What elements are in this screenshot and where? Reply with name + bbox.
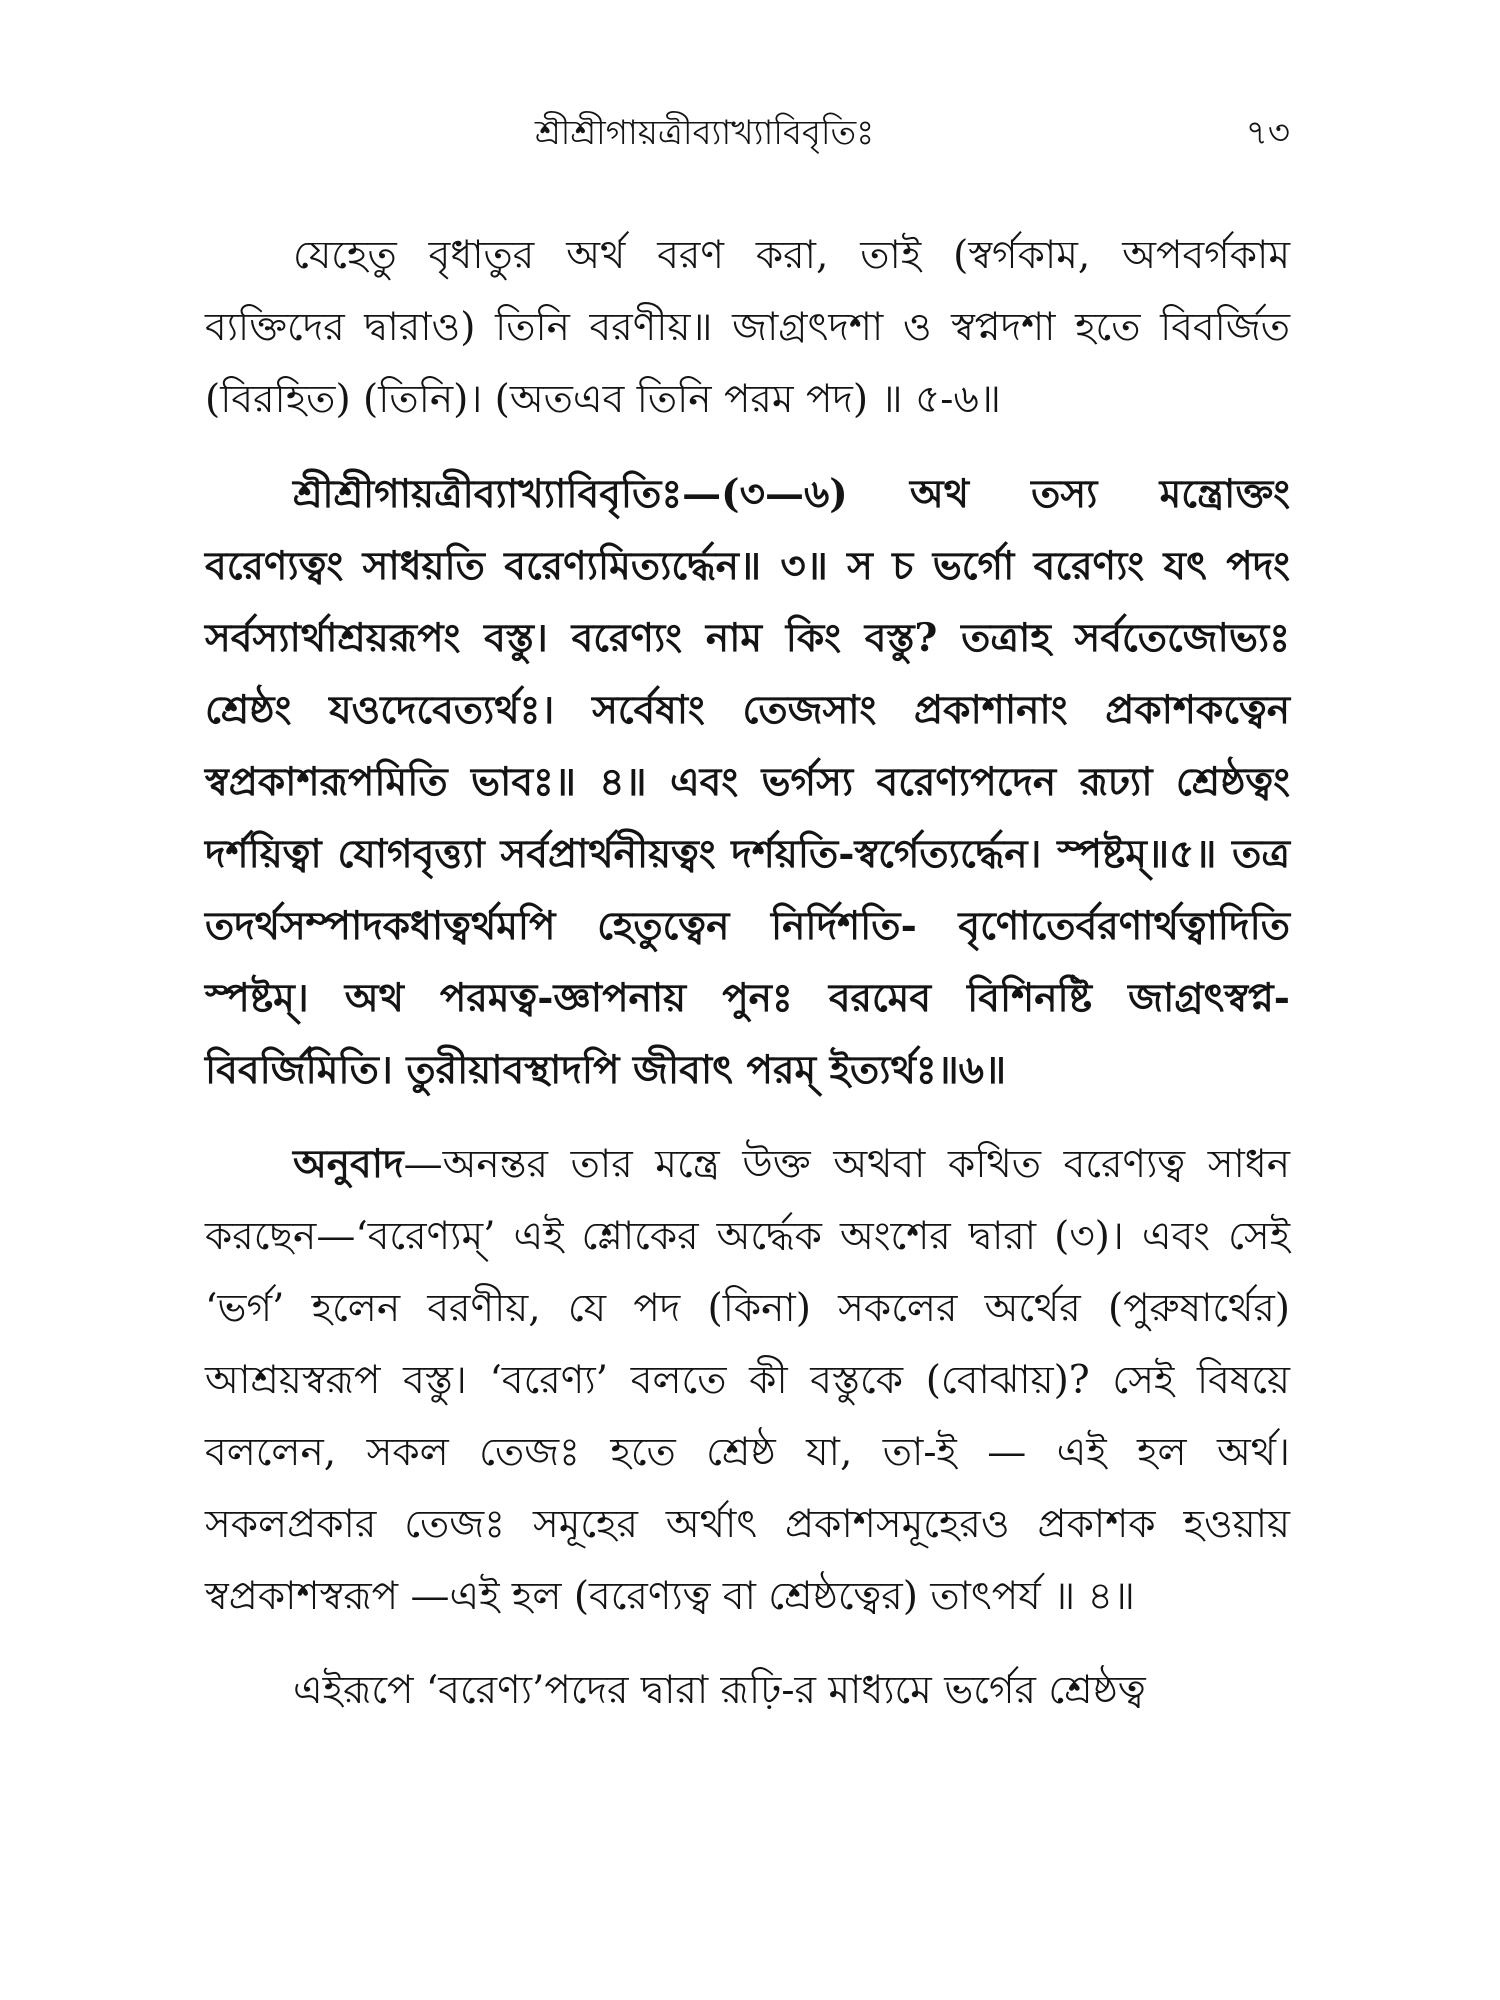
page-header (205, 105, 1290, 165)
paragraph-translation-continued (205, 220, 1290, 436)
paragraph-final (205, 1655, 1290, 1727)
paragraph-text: যেহেতু বৃধাতুর অর্থ বরণ করা, তাই (স্বর্গকাম, অপবর্গকাম ব্যক্তিদের দ্বারাও) তিনি বরণীয়॥ জাগ্রৎদশা ও স্বপ্নদশা হতে বিবর্জিত (বিরহিত) (তিনি)। (অতএব তিনি পরম পদ) ॥ ৫-৬॥ (205, 233, 1290, 422)
translation-heading: অনুবাদ (293, 1141, 404, 1187)
running-title: শ্রীশ্রীগায়ত্রীব্যাখ্যাবিবৃতিঃ (535, 113, 875, 153)
paragraph-commentary (205, 458, 1290, 1106)
commentary-text: —(৩—৬) অথ তস্য মন্ত্রোক্তং বরেণ্যত্বং সাধয়তি বরেণ্যমিত্যর্দ্ধেন॥ ৩॥ স চ ভর্গো বরেণ্যং যৎ পদং সর্বস্যার্থাশ্রয়রূপং বস্তু। বরেণ্যং নাম কিং বস্তু? তত্রাহ সর্বতেজোভ্যঃ শ্রেষ্ঠং যওদেবেত্যর্থঃ। সর্বেষাং তেজসাং প্রকাশানাং প্রকাশকত্বেন স্বপ্রকাশরূপমিতি ভাবঃ॥ ৪॥ এবং ভর্গস্য বরেণ্যপদেন রূঢ্যা শ্রেষ্ঠত্বং দর্শয়িত্বা যোগবৃত্ত্যা সর্বপ্রার্থনীয়ত্বং দর্শয়তি-স্বর্গেত্যর্দ্ধেন। স্পষ্টম্॥৫॥ তত্র তদর্থসম্পাদকধাত্বর্থমপি হেতুত্বেন নির্দিশতি- বৃণোতের্বরণার্থত্বাদিতি স্পষ্টম্। অথ পরমত্ব-জ্ঞাপনায় পুনঃ বরমেব বিশিনষ্টি জাগ্রৎস্বপ্ন- বিবর্জিমিতি। তুরীয়াবস্থাদপি জীবাৎ পরম্ ইত্যর্থঃ॥৬॥ (205, 471, 1290, 1093)
page-number: ৭৩ (1245, 113, 1290, 153)
page-body (205, 220, 1290, 1727)
paragraph-translation (205, 1128, 1290, 1633)
commentary-heading: শ্রীশ্রীগায়ত্রীব্যাখ্যাবিবৃতিঃ (293, 471, 683, 517)
translation-text: —অনন্তর তার মন্ত্রে উক্ত অথবা কথিত বরেণ্যত্ব সাধন করছেন—‘বরেণ্যম্’ এই শ্লোকের অর্দ্ধেক অংশের দ্বারা (৩)। এবং সেই ‘ভর্গ’ হলেন বরণীয়, যে পদ (কিনা) সকলের অর্থের (পুরুষার্থের) আশ্রয়স্বরূপ বস্তু। ‘বরেণ্য’ বলতে কী বস্তুকে (বোঝায়)? সেই বিষয়ে বললেন, সকল তেজঃ হতে শ্রেষ্ঠ যা, তা-ই — এই হল অর্থ। সকলপ্রকার তেজঃ সমূহের অর্থাৎ প্রকাশসমূহেরও প্রকাশক হওয়ায় স্বপ্রকাশস্বরূপ —এই হল (বরেণ্যত্ব বা শ্রেষ্ঠত্বের) তাৎপর্য ॥ ৪॥ (205, 1142, 1290, 1619)
paragraph-text: এইরূপে ‘বরেণ্য’পদের দ্বারা রূঢ়ি-র মাধ্যমে ভর্গের শ্রেষ্ঠত্ব (293, 1668, 1146, 1713)
